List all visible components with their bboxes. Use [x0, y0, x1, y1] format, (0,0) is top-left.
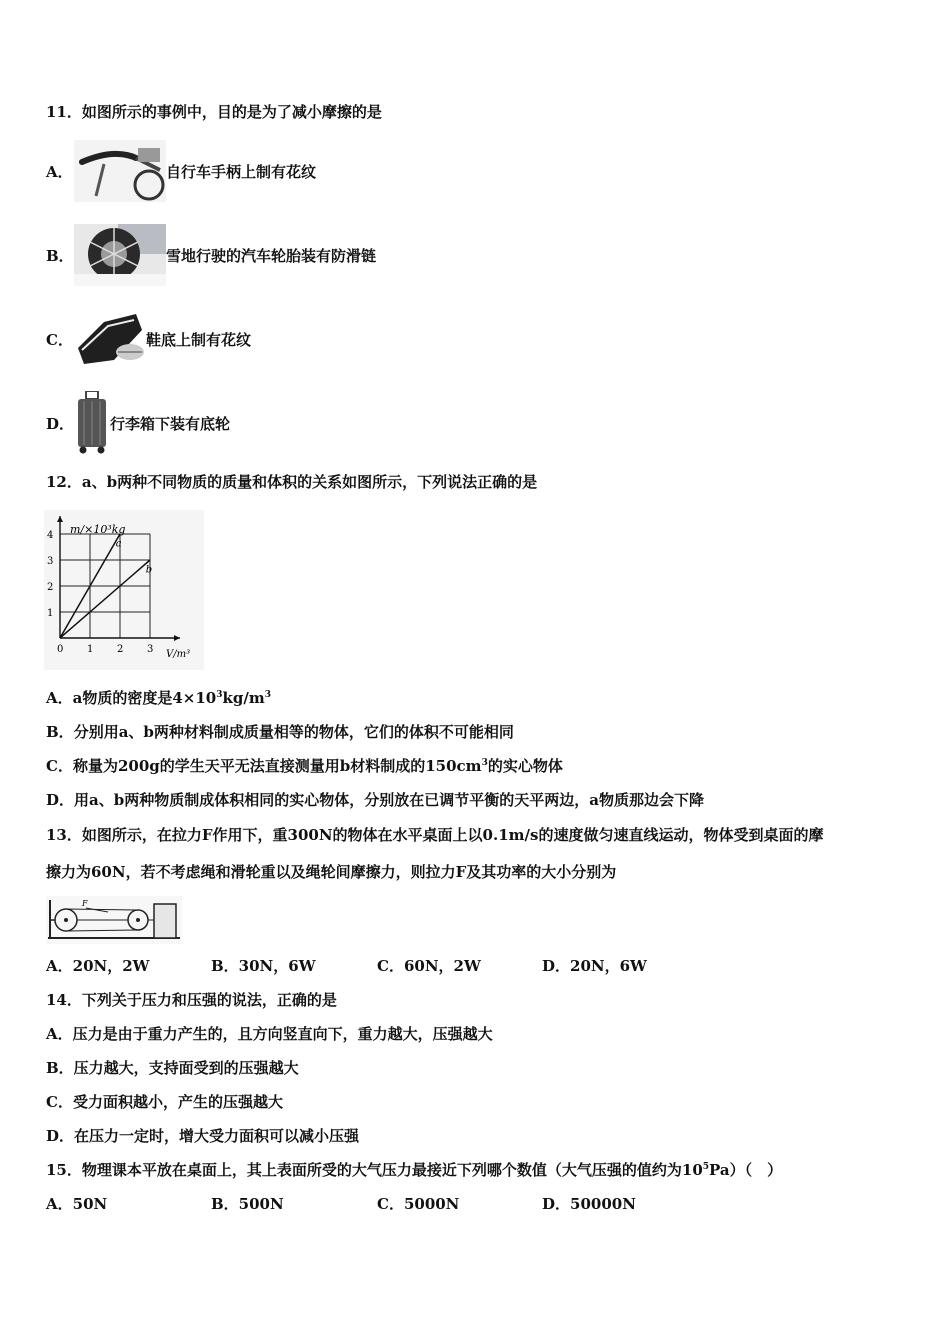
- q15-options: [46, 1194, 926, 1214]
- x-tick-label: 3: [147, 644, 154, 655]
- option-letter: A．: [46, 162, 73, 181]
- option-text: 用a、b两种物质制成体积相同的实心物体，分别放在已调节平衡的天平两边，a物质那边会下降: [74, 791, 704, 809]
- option-text: 雪地行驶的汽车轮胎装有防滑链: [166, 246, 377, 265]
- mass-volume-chart: [44, 510, 204, 670]
- q13-stem-line2: 擦力为60N，若不考虑绳和滑轮重以及绳轮间摩擦力，则拉力F及其功率的大小分别为: [46, 863, 617, 881]
- superscript: 3: [481, 758, 488, 768]
- q15-option-d[interactable]: D．50000N: [542, 1195, 636, 1213]
- q11-stem: 11．如图所示的事例中，目的是为了减小摩擦的是: [46, 103, 382, 121]
- superscript: 3: [264, 690, 272, 700]
- force-label: F: [82, 899, 88, 908]
- option-text: a物质的密度是4×10: [72, 689, 217, 707]
- q13-options: [46, 956, 926, 976]
- superscript: 5: [702, 1162, 710, 1172]
- x-tick-label: 0: [57, 644, 64, 655]
- stem-text: 15．物理课本平放在桌面上，其上表面所受的大气压力最接近下列哪个数值（大气压强的值约为10: [46, 1161, 703, 1179]
- q14-option-c[interactable]: C．受力面积越小，产生的压强越大: [46, 1093, 283, 1111]
- pulley-diagram: [46, 896, 182, 944]
- option-text: 称量为200g的学生天平无法直接测量用b材料制成的150cm: [72, 757, 482, 775]
- q13-option-b[interactable]: B．30N，6W: [211, 957, 316, 975]
- q15-option-c[interactable]: C．5000N: [377, 1195, 460, 1213]
- shoe-sole-image: [74, 308, 146, 370]
- q12-option-a[interactable]: [46, 688, 271, 708]
- q11-option-b[interactable]: [46, 222, 376, 288]
- option-letter: D．: [46, 791, 75, 809]
- q12-stem: 12．a、b两种不同物质的质量和体积的关系如图所示，下列说法正确的是: [46, 473, 538, 491]
- option-text: 行李箱下装有底轮: [110, 414, 231, 433]
- q13-option-d[interactable]: D．20N，6W: [542, 957, 647, 975]
- series-label-b: b: [145, 564, 153, 576]
- q12-option-b[interactable]: [46, 722, 514, 742]
- tire-chain-image: [74, 224, 166, 286]
- q15-stem: [46, 1160, 782, 1180]
- option-letter: D．: [46, 414, 75, 433]
- series-label-a: a: [115, 538, 122, 550]
- q12-option-d[interactable]: [46, 790, 704, 810]
- q13-option-a[interactable]: A．20N，2W: [46, 957, 150, 975]
- superscript: 3: [216, 690, 223, 700]
- x-tick-label: 1: [87, 644, 94, 655]
- q11-option-c[interactable]: [46, 306, 251, 372]
- option-text: 自行车手柄上制有花纹: [166, 162, 317, 181]
- option-text: 鞋底上制有花纹: [146, 330, 252, 349]
- stem-text: Pa）（ ）: [709, 1161, 783, 1179]
- q11-option-a[interactable]: [46, 138, 316, 204]
- q12-option-c[interactable]: [46, 756, 563, 776]
- q15-option-a[interactable]: A．50N: [46, 1195, 108, 1213]
- x-tick-label: 2: [117, 644, 124, 655]
- bicycle-handle-image: [74, 140, 166, 202]
- q13-stem-line1: 13．如图所示，在拉力F作用下，重300N的物体在水平桌面上以0.1m/s的速度做匀速直线运动，物体受到桌面的摩: [46, 826, 824, 844]
- q14-option-a[interactable]: A．压力是由于重力产生的，且方向竖直向下，重力越大，压强越大: [46, 1025, 493, 1043]
- q15-option-b[interactable]: B．500N: [211, 1195, 284, 1213]
- q14-option-d[interactable]: D．在压力一定时，增大受力面积可以减小压强: [46, 1127, 360, 1145]
- q14-stem: 14．下列关于压力和压强的说法，正确的是: [46, 991, 337, 1009]
- option-text: 的实心物体: [487, 757, 563, 775]
- y-tick-label: 1: [47, 608, 54, 619]
- chart-ylabel: m/×10³kg: [70, 523, 126, 536]
- option-letter: B．: [46, 723, 74, 741]
- y-tick-label: 2: [47, 582, 54, 593]
- option-letter: C．: [46, 330, 73, 349]
- q11-option-d[interactable]: [46, 390, 230, 456]
- option-text: 分别用a、b两种材料制成质量相等的物体，它们的体积不可能相同: [73, 723, 514, 741]
- q13-option-c[interactable]: C．60N，2W: [377, 957, 481, 975]
- option-letter: B．: [46, 246, 74, 265]
- q14-option-b[interactable]: B．压力越大，支持面受到的压强越大: [46, 1059, 299, 1077]
- y-tick-label: 3: [47, 556, 54, 567]
- option-letter: A．: [46, 689, 73, 707]
- option-letter: C．: [46, 757, 73, 775]
- option-text: kg/m: [222, 689, 265, 707]
- chart-xlabel: V/m³: [166, 649, 191, 660]
- luggage-wheels-image: [74, 391, 110, 455]
- y-tick-label: 4: [47, 530, 54, 541]
